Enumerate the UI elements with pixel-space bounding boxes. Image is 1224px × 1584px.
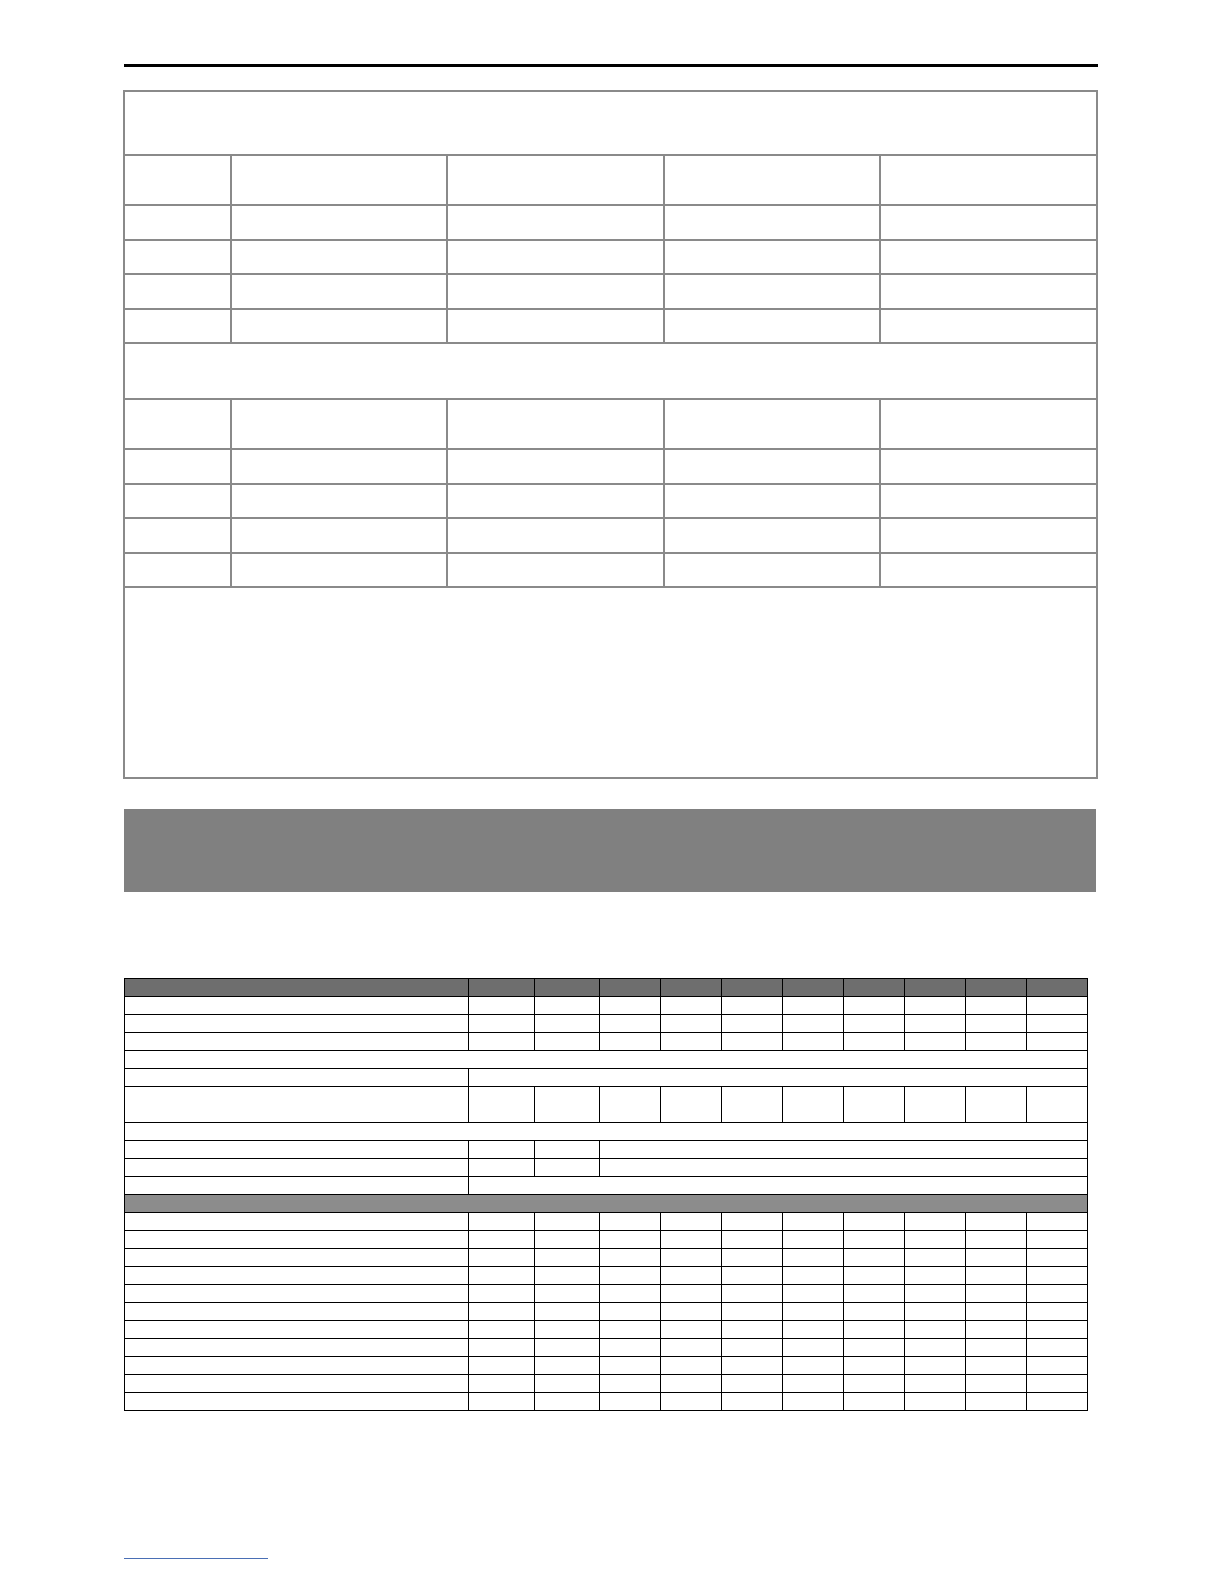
block-b-row-line	[124, 517, 1097, 519]
table-row	[125, 997, 1088, 1015]
notes-area	[132, 596, 1082, 766]
block-b-row-line	[124, 552, 1097, 554]
header-cell	[722, 979, 783, 997]
table-row	[125, 1033, 1088, 1051]
table-row	[125, 1141, 1088, 1159]
block-a-col-divider	[879, 154, 881, 344]
header-cell	[661, 979, 722, 997]
header-cell	[966, 979, 1027, 997]
block-a-header-top	[124, 154, 1097, 156]
table-row	[125, 1249, 1088, 1267]
table-header-row	[125, 979, 1088, 997]
header-cell	[125, 979, 469, 997]
table-row	[125, 1087, 1088, 1123]
section-banner	[124, 809, 1096, 892]
block-b-header-top	[124, 398, 1097, 400]
footnote	[124, 1562, 724, 1578]
table-row	[125, 1267, 1088, 1285]
header-cell	[535, 979, 600, 997]
header-cell	[844, 979, 905, 997]
header-cell	[1027, 979, 1088, 997]
block-a-col-divider	[446, 154, 448, 344]
header-cell	[469, 979, 535, 997]
block-b-col-divider	[230, 398, 232, 588]
header-cell	[905, 979, 966, 997]
table-row	[125, 1321, 1088, 1339]
table-row	[125, 1051, 1088, 1069]
table-row	[125, 1375, 1088, 1393]
footnote-rule	[124, 1558, 268, 1559]
block-a-row-line	[124, 308, 1097, 310]
block-b-row-line	[124, 448, 1097, 450]
table-row	[125, 1285, 1088, 1303]
block-a-title	[132, 100, 1082, 145]
header-cell	[783, 979, 844, 997]
table-row	[125, 1339, 1088, 1357]
table-row	[125, 1015, 1088, 1033]
table-row	[125, 1303, 1088, 1321]
table-row	[125, 1357, 1088, 1375]
block-a-col-divider	[230, 154, 232, 344]
block-b-col-divider	[879, 398, 881, 588]
block-b-bottom	[124, 586, 1097, 588]
block-b-col-divider	[446, 398, 448, 588]
table-row	[125, 1159, 1088, 1177]
table-row	[125, 1213, 1088, 1231]
header-cell	[600, 979, 661, 997]
block-a-row-line	[124, 273, 1097, 275]
table-row	[125, 1231, 1088, 1249]
block-a-row-line	[124, 239, 1097, 241]
data-table	[124, 978, 1088, 1411]
header-rule	[124, 64, 1098, 67]
table-row	[125, 1393, 1088, 1411]
block-a-col-divider	[663, 154, 665, 344]
block-a-row-line	[124, 204, 1097, 206]
block-b-row-line	[124, 483, 1097, 485]
table-section-heading	[125, 1195, 1088, 1213]
block-b-title	[132, 352, 1082, 392]
table-row	[125, 1177, 1088, 1195]
block-a-bottom	[124, 342, 1097, 344]
table-row	[125, 1069, 1088, 1087]
block-b-col-divider	[663, 398, 665, 588]
table-row	[125, 1123, 1088, 1141]
